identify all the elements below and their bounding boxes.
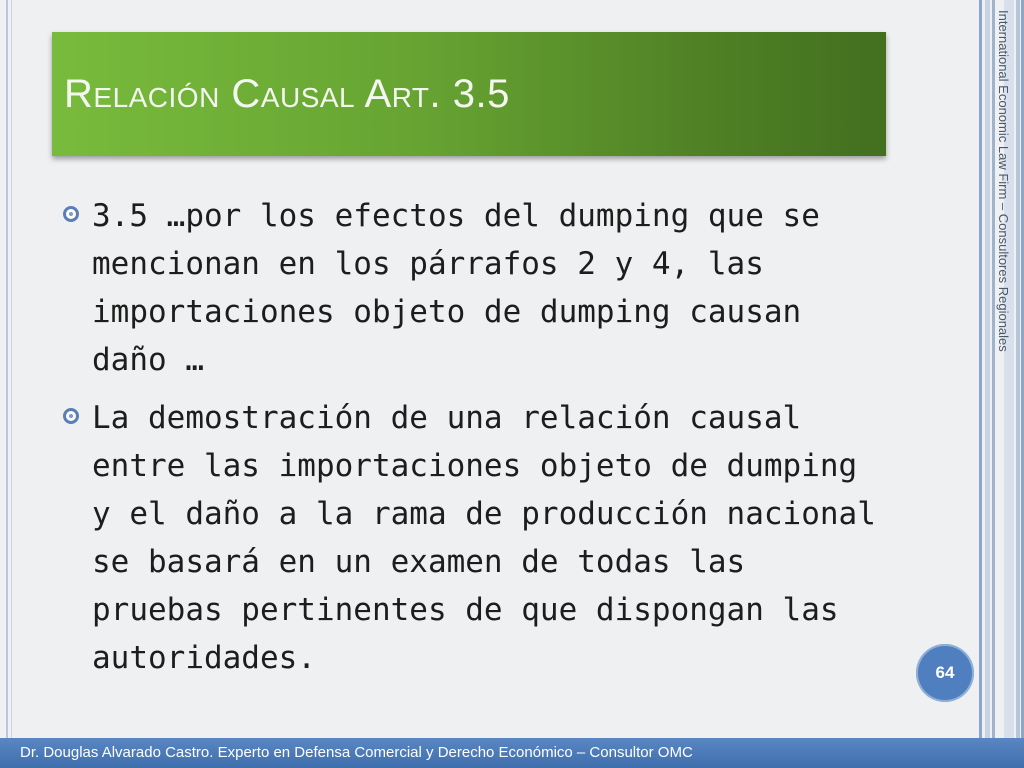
left-border-line-inner bbox=[11, 0, 12, 740]
title-bar bbox=[52, 32, 886, 156]
side-caption-text: International Economic Law Firm – Consultores Regionales bbox=[996, 10, 1011, 352]
right-stripe bbox=[979, 0, 982, 768]
slide-title: Relación Causal Art. 3.5 bbox=[64, 72, 510, 116]
circle-bullet-icon bbox=[63, 408, 79, 424]
side-caption bbox=[996, 10, 1011, 465]
bullet-list bbox=[60, 192, 880, 692]
circle-bullet-icon bbox=[63, 206, 79, 222]
right-stripe bbox=[985, 0, 990, 768]
right-stripe bbox=[992, 0, 995, 768]
right-stripe bbox=[1016, 0, 1020, 768]
footer-text: Dr. Douglas Alvarado Castro. Experto en Defensa Comercial y Derecho Económico – Consultor OMC bbox=[20, 744, 693, 761]
page-number-badge: 64 bbox=[916, 644, 974, 702]
footer-bar bbox=[0, 738, 1024, 768]
bullet-item bbox=[60, 192, 880, 384]
bullet-item bbox=[60, 394, 880, 682]
left-border-line bbox=[6, 0, 8, 740]
bullet-text: 3.5 …por los efectos del dumping que se mencionan en los párrafos 2 y 4, las importaciones objeto de dumping causan daño … bbox=[92, 198, 820, 378]
bullet-text: La demostración de una relación causal entre las importaciones objeto de dumping y el daño a la rama de producción nacional se basará en un examen de todas las pruebas pertinentes de que dispongan las autoridades. bbox=[92, 400, 876, 676]
